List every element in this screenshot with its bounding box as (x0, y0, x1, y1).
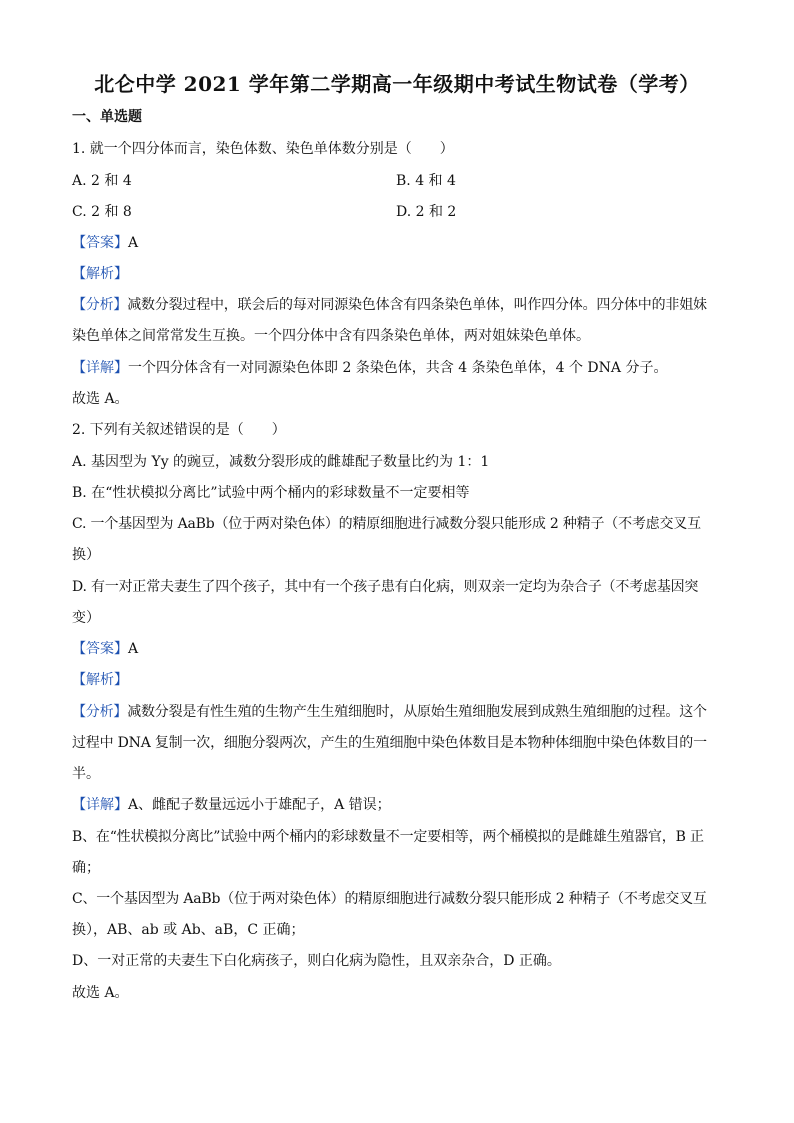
q1-option-a: A. 2 和 4 (72, 173, 132, 189)
q2-answer-row (72, 639, 138, 659)
q2-option-b: B. 在“性状模拟分离比”试验中两个桶内的彩球数量不一定要相等 (72, 485, 470, 501)
section-heading: 一、单选题 (72, 109, 142, 125)
q1-option-c: C. 2 和 8 (72, 204, 132, 220)
q2-xiangjie-label: 【详解】 (72, 797, 128, 813)
q2-answer-value: A (128, 641, 139, 657)
q1-answer-row (72, 233, 138, 253)
exam-title: 北仑中学 2021 学年第二学期高一年级期中考试生物试卷（学考） (94, 72, 700, 96)
q2-analysis-label: 【解析】 (72, 672, 128, 688)
q2-fenxi-label: 【分析】 (72, 704, 128, 720)
q2-fenxi-line-2: 过程中 DNA 复制一次，细胞分裂两次，产生的生殖细胞中染色体数目是本物种体细胞中染色体数目的一 (72, 735, 707, 751)
q1-fenxi-label: 【分析】 (72, 297, 128, 313)
q1-option-b: B. 4 和 4 (396, 173, 456, 189)
q2-fenxi-line-3: 半。 (72, 766, 100, 782)
q1-xiangjie-label: 【详解】 (72, 360, 128, 376)
q1-fenxi-line-1 (72, 295, 720, 315)
q2-option-a: A. 基因型为 Yy 的豌豆，减数分裂形成的雌雄配子数量比约为 1：1 (72, 454, 490, 470)
q2-fenxi-line-1 (72, 702, 720, 722)
q2-fenxi-text-1: 减数分裂是有性生殖的生物产生生殖细胞时，从原始生殖细胞发展到成熟生殖细胞的过程。这个 (127, 704, 707, 720)
q2-xiangjie-text-1: A、雌配子数量远远小于雄配子，A 错误； (128, 797, 391, 813)
q1-fenxi-line-2: 染色单体之间常常发生互换。一个四分体中含有四条染色单体，两对姐妹染色单体。 (72, 328, 590, 344)
q1-xiangjie-text-1: 一个四分体含有一对同源染色体即 2 条染色体，共含 4 条染色单体，4 个 DNA 分子。 (128, 360, 668, 376)
q1-option-d: D. 2 和 2 (396, 204, 457, 220)
q1-answer-label: 【答案】 (72, 235, 128, 251)
q2-option-d-line-2: 变） (72, 610, 100, 626)
q2-answer-label: 【答案】 (72, 641, 128, 657)
q2-xiangjie-line-5: 换），AB、ab 或 Ab、aB，C 正确； (72, 922, 305, 938)
q1-answer-value: A (128, 235, 139, 251)
q2-xiangjie-line-4: C、一个基因型为 AaBb（位于两对染色体）的精原细胞进行减数分裂只能形成 2 种精子（不考虑交叉互 (72, 891, 707, 907)
q1-analysis-label: 【解析】 (72, 266, 128, 282)
q1-stem: 1. 就一个四分体而言，染色体数、染色单体数分别是（ ） (72, 141, 454, 157)
q1-xiangjie-line-1 (72, 358, 667, 378)
q2-xiangjie-line-1 (72, 795, 391, 815)
q1-fenxi-text-1: 减数分裂过程中，联会后的每对同源染色体含有四条染色单体，叫作四分体。四分体中的非姐妹 (127, 297, 707, 313)
q2-xiangjie-line-3: 确； (72, 860, 100, 876)
q1-conclusion: 故选 A。 (72, 391, 129, 407)
q2-xiangjie-line-2: B、在“性状模拟分离比”试验中两个桶内的彩球数量不一定要相等，两个桶模拟的是雌雄生殖器官，B 正 (72, 829, 704, 845)
q2-option-d-line-1: D. 有一对正常夫妻生了四个孩子，其中有一个孩子患有白化病，则双亲一定均为杂合子（不考虑基因突 (72, 579, 699, 595)
q2-stem: 2. 下列有关叙述错误的是（ ） (72, 422, 286, 438)
q2-option-c-line-2: 换） (72, 547, 100, 563)
q2-conclusion: 故选 A。 (72, 985, 129, 1001)
q2-xiangjie-line-6: D、一对正常的夫妻生下白化病孩子，则白化病为隐性，且双亲杂合，D 正确。 (72, 953, 561, 969)
q2-option-c-line-1: C. 一个基因型为 AaBb（位于两对染色体）的精原细胞进行减数分裂只能形成 2 种精子（不考虑交叉互 (72, 516, 701, 532)
